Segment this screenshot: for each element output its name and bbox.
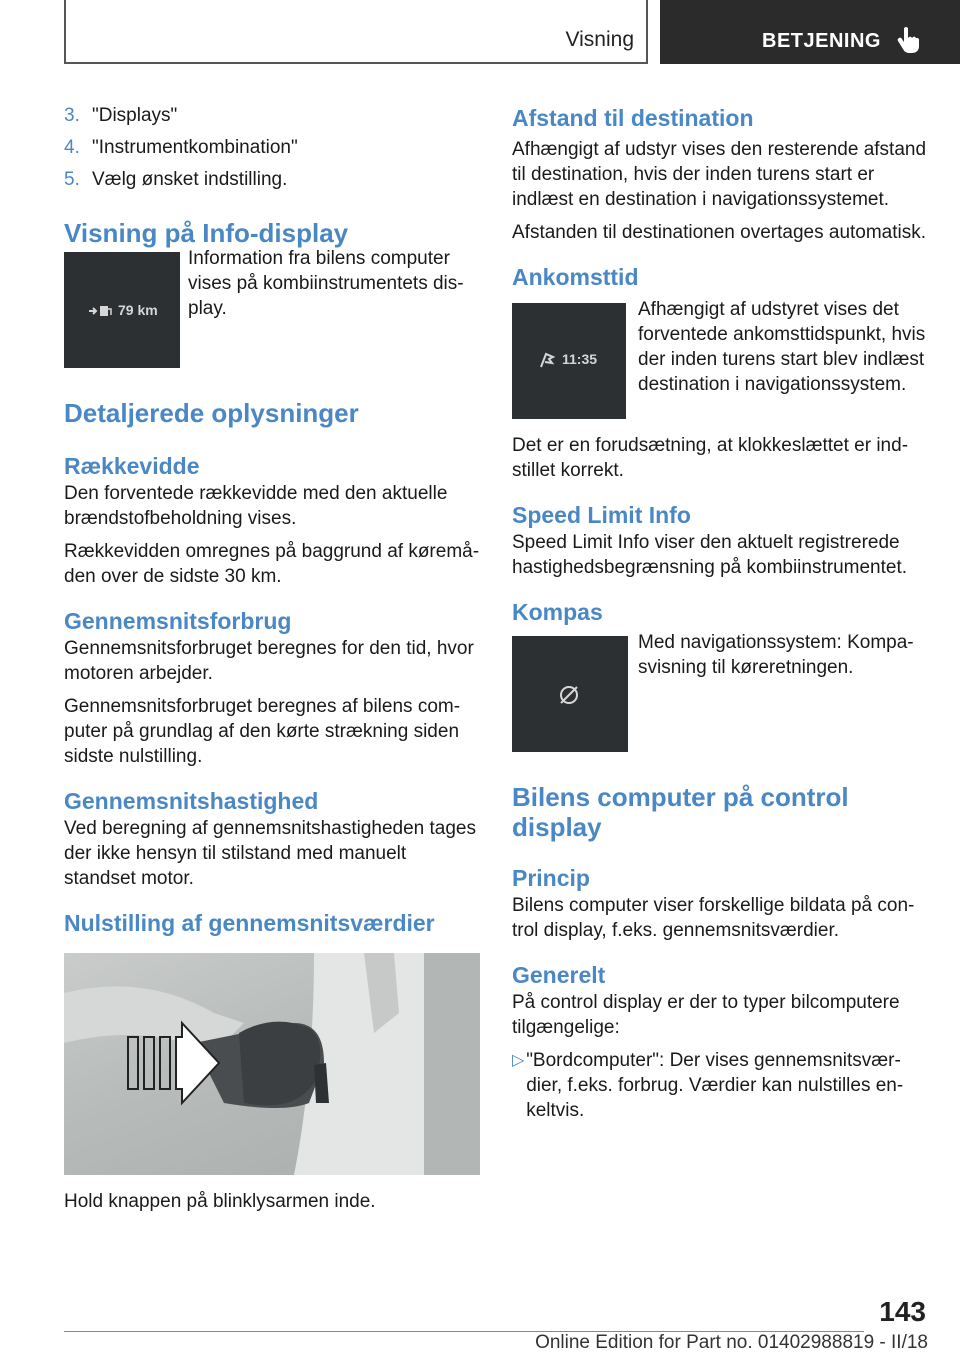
- compass-image: [512, 636, 628, 752]
- afstand-text-1: Afhængigt af udstyr vises den resterende afstand til destination, hvis der inden turens start er indlæst en destination i navigationssystemet.: [512, 139, 927, 210]
- speed-limit-text: Speed Limit Info viser den aktuelt registrerede hastighedsbegrænsning på kombiinstrumentet.: [512, 532, 908, 578]
- princip-heading: Princip: [512, 865, 590, 891]
- visning-heading: Visning på Info-display: [64, 218, 349, 248]
- raekkevidde-heading: Rækkevidde: [64, 453, 200, 479]
- afstand-heading: Afstand til destination: [512, 105, 754, 131]
- hastighed-heading: Gennemsnitshastighed: [64, 788, 319, 814]
- lever-illustration: [64, 953, 480, 1175]
- list-item: 4. "Instrumentkombination": [64, 137, 298, 158]
- list-item: 3. "Displays": [64, 105, 178, 126]
- kompas-heading: Kompas: [512, 599, 603, 625]
- raekkevidde-text-2: Rækkevidden omregnes på baggrund af køremåden over de sidste 30 km.: [64, 541, 480, 587]
- arrival-time-image: [512, 303, 626, 419]
- detail-heading: Detaljerede oplysninger: [64, 398, 359, 428]
- forbrug-heading: Gennemsnitsforbrug: [64, 608, 292, 634]
- ankomst-heading: Ankomsttid: [512, 264, 639, 290]
- bullet-text: "Bordcomputer": Der vises gennemsnitsværdier, f.eks. forbrug. Værdier kan nulstilles enkeltvis.: [526, 1050, 904, 1121]
- generelt-text: På control display er der to typer bilcomputere tilgængelige:: [512, 992, 900, 1038]
- forbrug-text-1: Gennemsnitsforbruget beregnes for den tid, hvor motoren arbejder.: [64, 638, 474, 684]
- visning-text: Information fra bilens computer vises på kombiinstrumentets display.: [188, 248, 464, 319]
- list-item: 5. Vælg ønsket indstilling.: [64, 169, 288, 190]
- speed-limit-heading: Speed Limit Info: [512, 502, 691, 528]
- header-chapter-title: BETJENING: [762, 30, 881, 52]
- computer-heading: Bilens computer på control display: [512, 782, 849, 842]
- left-column: [64, 100, 480, 1214]
- steps-list: [64, 100, 480, 196]
- ankomst-text: Afhængigt af udstyret vises det forventede ankomsttidspunkt, hvis der inden turens start blev indlæst destination i navigationssystem.: [638, 299, 926, 395]
- list-item: [512, 1048, 930, 1123]
- hand-pointer-icon: [896, 26, 922, 54]
- header-section-box: [64, 0, 648, 64]
- afstand-text-2: Afstanden til destinationen overtages automatisk.: [512, 222, 927, 243]
- footer-edition: Online Edition for Part no. 01402988819 - II/18: [535, 1332, 928, 1353]
- range-fuel-icon: [88, 304, 114, 318]
- princip-text: Bilens computer viser forskellige bildata på control display, f.eks. gennemsnitsværdier.: [512, 895, 915, 941]
- turn-signal-lever-photo: [64, 953, 480, 1175]
- compass-icon: [558, 684, 580, 706]
- arrival-time-value: 11:35: [562, 351, 598, 367]
- ankomst-block: [512, 301, 930, 419]
- ankomst-text-2: Det er en forudsætning, at klokkeslættet er indstillet korrekt.: [512, 435, 909, 481]
- generelt-heading: Generelt: [512, 962, 606, 988]
- visning-block: [64, 250, 480, 368]
- header-chapter-tab[interactable]: [660, 0, 960, 64]
- info-display-image: [64, 252, 180, 368]
- hastighed-text: Ved beregning af gennemsnitshastigheden tages der ikke hensyn til stilstand med manuelt standset motor.: [64, 818, 476, 889]
- bullet-triangle-icon: ▷: [512, 1052, 525, 1069]
- raekkevidde-text-1: Den forventede rækkevidde med den aktuelle brændstofbeholdning vises.: [64, 483, 448, 529]
- kompas-block: [512, 634, 930, 752]
- range-value: 79 km: [118, 302, 158, 318]
- destination-flag-icon: [538, 351, 556, 369]
- header-section-title: Visning: [565, 28, 634, 51]
- page-number: 143: [879, 1296, 926, 1327]
- right-column: [512, 100, 930, 1123]
- nulstilling-heading: Nulstilling af gennemsnitsværdier: [64, 910, 435, 936]
- forbrug-text-2: Gennemsnitsforbruget beregnes af bilens computer på grundlag af den kørte strækning siden sidste nulstilling.: [64, 696, 461, 767]
- photo-caption: Hold knappen på blinklysarmen inde.: [64, 1191, 376, 1212]
- kompas-text: Med navigationssystem: Kompasvisning til køreretningen.: [638, 632, 914, 678]
